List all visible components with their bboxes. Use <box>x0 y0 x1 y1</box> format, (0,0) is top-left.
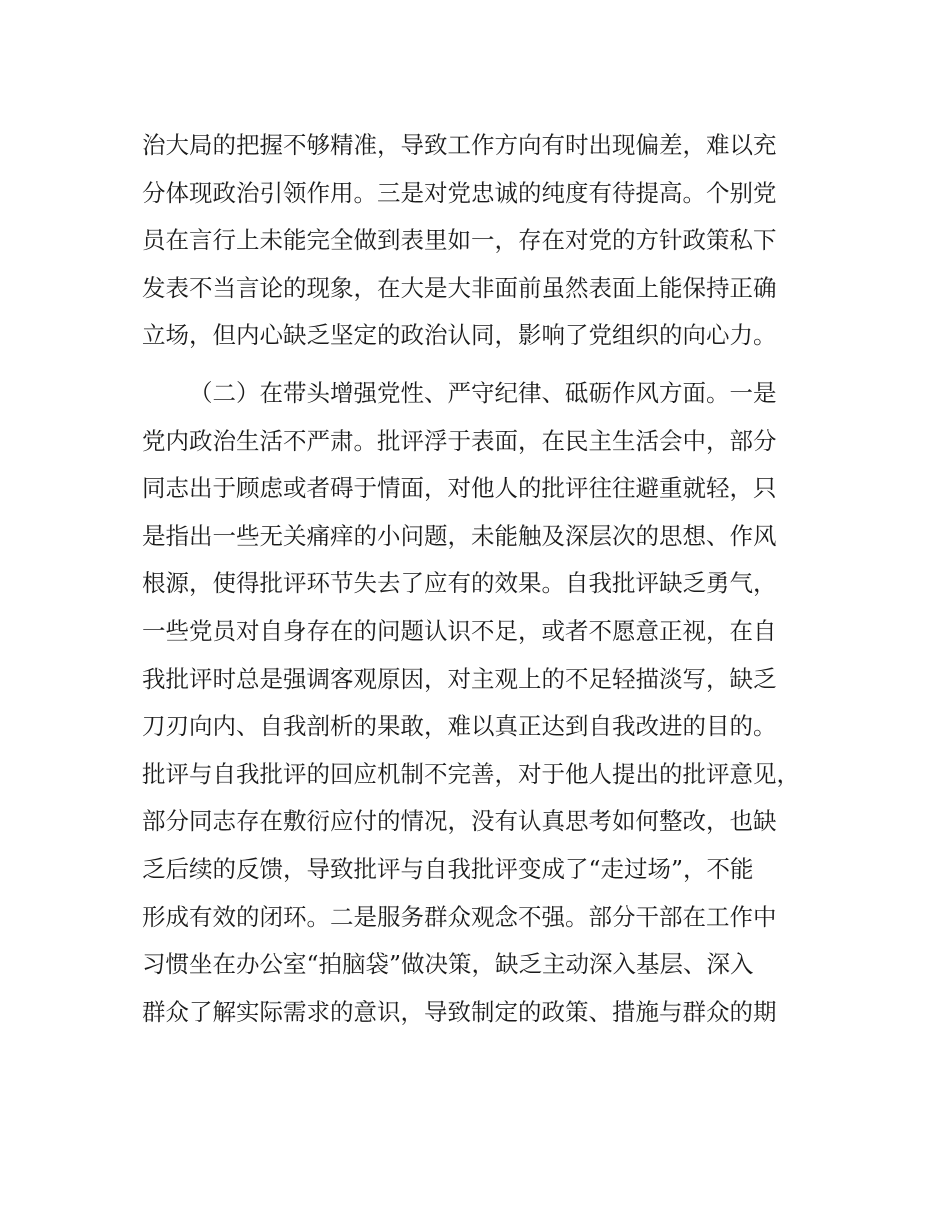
text-line: 我批评时总是强调客观原因，对主观上的不足轻描淡写，缺乏 <box>142 664 777 693</box>
text-line: 党内政治生活不严肃。批评浮于表面，在民主生活会中，部分 <box>142 426 777 455</box>
text-line: 是指出一些无关痛痒的小问题，未能触及深层次的思想、作风 <box>142 521 777 550</box>
paragraph-spacing <box>142 360 842 370</box>
text-line: （二）在带头增强党性、严守纪律、砥砺作风方面。一是 <box>189 378 777 407</box>
text-line: 刀刃向内、自我剖析的果敢，难以真正达到自我改进的目的。 <box>142 712 777 741</box>
body-text <box>142 122 842 1036</box>
text-line: 群众了解实际需求的意识，导致制定的政策、措施与群众的期 <box>142 997 777 1026</box>
text-line: 治大局的把握不够精准，导致工作方向有时出现偏差，难以充 <box>142 131 777 159</box>
text-line: 一些党员对自身存在的问题认识不足，或者不愿意正视，在自 <box>142 616 777 645</box>
text-line: 部分同志存在敷衍应付的情况，没有认真思考如何整改，也缺 <box>142 807 777 836</box>
text-line: 批评与自我批评的回应机制不完善，对于他人提出的批评意见， <box>142 759 800 788</box>
text-line: 发表不当言论的现象，在大是大非面前虽然表面上能保持正确 <box>142 273 777 302</box>
text-line: 员在言行上未能完全做到表里如一，存在对党的方针政策私下 <box>142 226 777 255</box>
text-line: 同志出于顾虑或者碍于情面，对他人的批评往往避重就轻，只 <box>142 474 777 503</box>
text-line: 根源，使得批评环节失去了应有的效果。自我批评缺乏勇气， <box>142 569 777 598</box>
paragraph-2 <box>142 370 842 1036</box>
paragraph-1 <box>142 122 842 360</box>
text-line: 习惯坐在办公室“拍脑袋”做决策，缺乏主动深入基层、深入 <box>142 950 754 979</box>
text-line: 形成有效的闭环。二是服务群众观念不强。部分干部在工作中 <box>142 902 777 931</box>
text-line: 乏后续的反馈，导致批评与自我批评变成了“走过场”，不能 <box>142 854 754 883</box>
text-line: 立场，但内心缺乏坚定的政治认同，影响了党组织的向心力。 <box>142 321 777 350</box>
text-line: 分体现政治引领作用。三是对党忠诚的纯度有待提高。个别党 <box>142 178 777 207</box>
